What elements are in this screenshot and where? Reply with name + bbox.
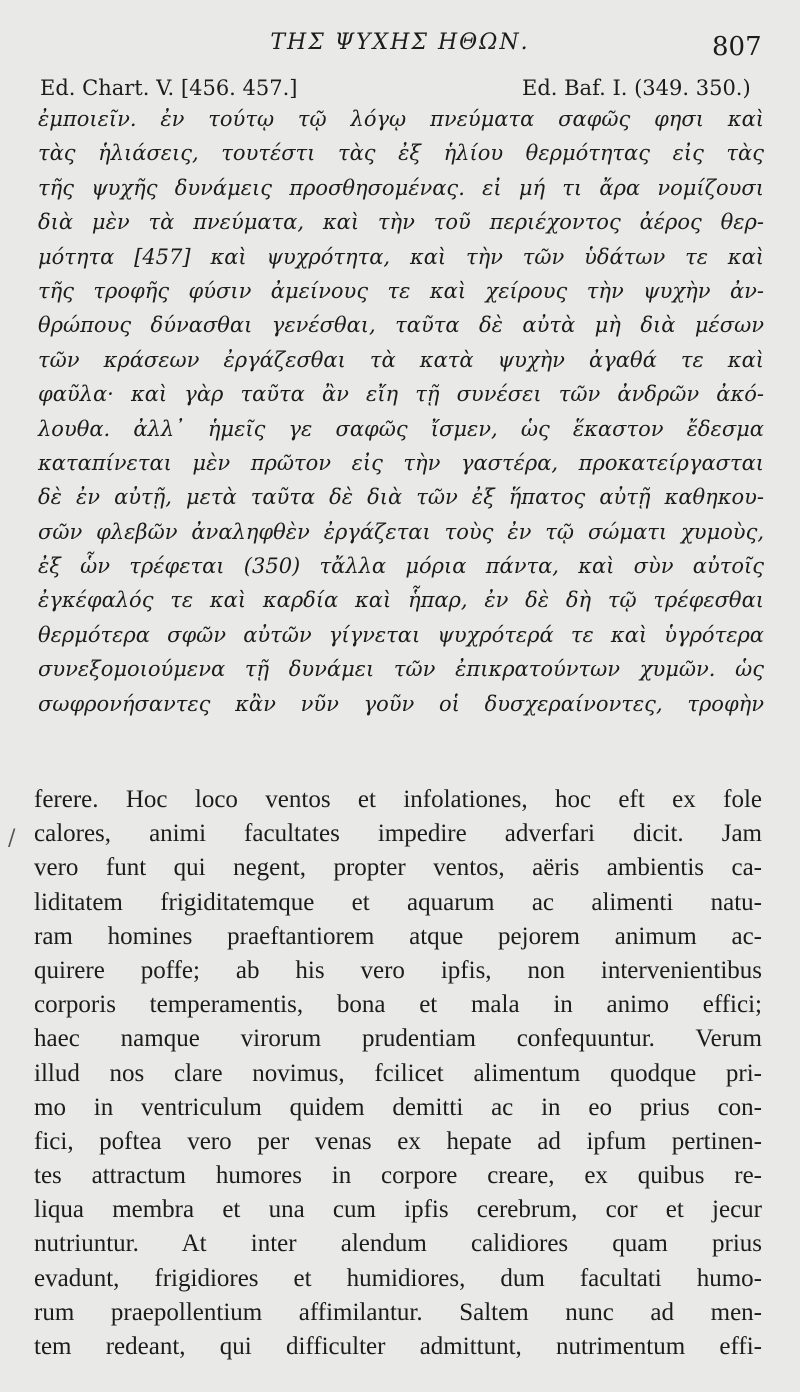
latin-line: liqua membra et una cum ipfis cerebrum, cor et jecur: [34, 1196, 762, 1224]
latin-line: tem redeant, qui difficulter admittunt, nutrimentum effi-: [34, 1333, 762, 1360]
greek-line: φαῦλα· καὶ γὰρ ταῦτα ἂν εἴη τῇ συνέσει τῶν ἀνδρῶν ἀκό-: [38, 382, 764, 407]
greek-line: διὰ μὲν τὰ πνεύματα, καὶ τὴν τοῦ περιέχοντος ἀέρος θερ-: [38, 210, 764, 235]
latin-line: corporis temperamentis, bona et mala in animo effici;: [34, 991, 762, 1019]
greek-line: ἐξ ὧν τρέφεται (350) τἄλλα μόρια πάντα, καὶ σὺν αὐτοῖς: [38, 554, 764, 579]
latin-line: ram homines praeftantiorem atque pejorem animum ac-: [34, 922, 762, 950]
page-number: 807: [712, 32, 762, 62]
greek-line: συνεξομοιούμενα τῇ δυνάμει τῶν ἐπικρατούντων χυμῶν. ὡς: [38, 657, 764, 682]
edition-reference-left: Ed. Chart. V. [456. 457.]: [40, 76, 298, 100]
greek-line: τὰς ἡλιάσεις, τουτέστι τὰς ἐξ ἡλίου θερμότητας εἰς τὰς: [38, 141, 764, 166]
latin-line: ferere. Hoc loco ventos et infolationes, hoc eft ex fole: [34, 786, 762, 813]
latin-line: quirere poffe; ab his vero ipfis, non intervenientibus: [34, 956, 762, 984]
latin-line: fici, poftea vero per venas ex hepate ad ipfum pertinen-: [34, 1127, 762, 1155]
latin-line: vero funt qui negent, propter ventos, aëris ambientis ca-: [34, 854, 762, 882]
latin-text-block: [34, 783, 762, 1364]
greek-line: σωφρονήσαντες κἂν νῦν γοῦν οἱ δυσχεραίνοντες, τροφὴν: [38, 691, 764, 716]
latin-line: illud nos clare novimus, fcilicet alimentum quodque pri-: [34, 1059, 762, 1087]
latin-line: tes attractum humores in corpore creare, ex quibus re-: [34, 1162, 762, 1190]
latin-line: mo in ventriculum quidem demitti ac in eo prius con-: [34, 1093, 762, 1121]
greek-line: θερμότερα σφῶν αὐτῶν γίγνεται ψυχρότερά τε καὶ ὑγρότερα: [38, 622, 764, 647]
running-title: ΤΗΣ ΨΥΧΗΣ ΗΘΩΝ.: [270, 30, 530, 55]
latin-line: nutriuntur. At inter alendum calidiores quam prius: [34, 1230, 762, 1258]
greek-line: μότητα [457] καὶ ψυχρότητα, καὶ τὴν τῶν ὑδάτων τε καὶ: [38, 244, 764, 269]
greek-line: θρώπους δύνασθαι γενέσθαι, ταῦτα δὲ αὐτὰ μὴ διὰ μέσων: [38, 313, 764, 338]
edition-reference-right: Ed. Baf. I. (349. 350.): [522, 76, 751, 100]
greek-line: τῆς τροφῆς φύσιν ἀμείνους τε καὶ χείρους τὴν ψυχὴν ἀν-: [38, 278, 764, 303]
greek-line: τῶν κράσεων ἐργάζεσθαι τὰ κατὰ ψυχὴν ἀγαθά τε καὶ: [38, 347, 764, 372]
latin-line: haec namque virorum prudentiam confequuntur. Verum: [34, 1025, 762, 1053]
greek-text-block: [38, 102, 764, 721]
latin-line: liditatem frigiditatemque et aquarum ac alimenti natu-: [34, 888, 762, 916]
greek-line: λουθα. ἀλλ᾽ ἡμεῖς γε σαφῶς ἴσμεν, ὡς ἕκαστον ἔδεσμα: [38, 416, 764, 441]
greek-line: ἐμποιεῖν. ἐν τούτῳ τῷ λόγῳ πνεύματα σαφῶς φησι καὶ: [38, 107, 764, 131]
greek-line: σῶν φλεβῶν ἀναληφθὲν ἐργάζεται τοὺς ἐν τῷ σώματι χυμοὺς,: [38, 519, 764, 544]
greek-line: δὲ ἐν αὐτῇ, μετὰ ταῦτα δὲ διὰ τῶν ἐξ ἥπατος αὐτῇ καθηκου-: [38, 485, 764, 510]
greek-line: ἐγκέφαλός τε καὶ καρδία καὶ ἧπαρ, ἐν δὲ δὴ τῷ τρέφεσθαι: [38, 588, 764, 613]
latin-line: evadunt, frigidiores et humidiores, dum facultati humo-: [34, 1264, 762, 1292]
greek-line: καταπίνεται μὲν πρῶτον εἰς τὴν γαστέρα, προκατείργασται: [38, 450, 764, 475]
greek-line: τῆς ψυχῆς δυνάμεις προσθησομένας. εἰ μή τι ἄρα νομίζουσι: [38, 175, 764, 200]
latin-line: calores, animi facultates impedire adverfari dicit. Jam: [34, 820, 762, 848]
latin-line: rum praepollentium affimilantur. Saltem nunc ad men-: [34, 1298, 762, 1326]
margin-mark: /: [8, 826, 16, 851]
